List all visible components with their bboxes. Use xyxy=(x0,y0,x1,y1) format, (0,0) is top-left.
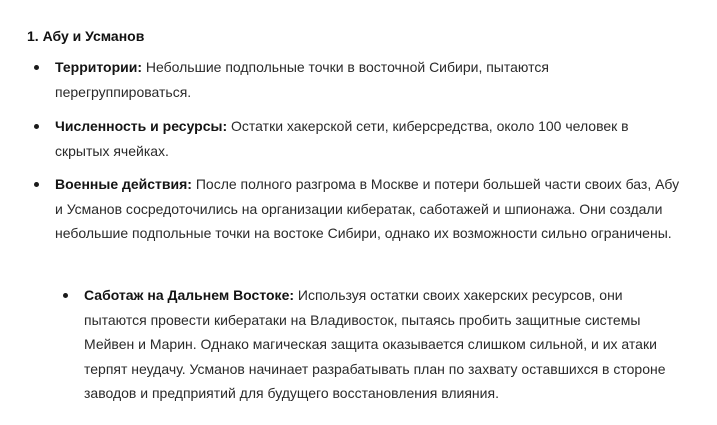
item-term: Численность и ресурсы: xyxy=(55,118,228,134)
bullet-icon xyxy=(34,65,39,70)
item-term: Военные действия: xyxy=(55,176,192,192)
item-text: Остатки хакерской сети, киберсредства, около 100 человек в скрытых ячейках. xyxy=(55,118,629,159)
item-text: Используя остатки своих хакерских ресурсов, они пытаются провести кибератаки на Владивосток, пытаясь пробить защитные системы Мейвен и Марин. Однако магическая защита оказывается слишком сильной, и их атаки терпят неудачу. Усманов начинает разрабатывать план по захвату оставшихся в стороне заводов и предприятий для будущего восстановления влияния. xyxy=(84,287,666,401)
bullet-icon xyxy=(34,182,39,187)
list-item-military-actions xyxy=(55,172,685,246)
sub-list-item-sabotage xyxy=(84,283,674,406)
section-heading: 1. Абу и Усманов xyxy=(27,28,145,44)
bullet-icon xyxy=(63,293,68,298)
item-text: Небольшие подпольные точки в восточной Сибири, пытаются перегруппироваться. xyxy=(55,59,549,100)
bullet-icon xyxy=(34,124,39,129)
item-term: Территории: xyxy=(55,59,143,75)
item-text: После полного разгрома в Москве и потери большей части своих баз, Абу и Усманов сосредоточились на организации кибератак, саботажей и шпионажа. Они создали небольшие подпольные точки на востоке Сибири, однако их возможности сильно ограничены. xyxy=(55,176,680,241)
list-item-territories xyxy=(55,55,615,104)
item-term: Саботаж на Дальнем Востоке: xyxy=(84,287,295,303)
list-item-resources xyxy=(55,114,645,163)
